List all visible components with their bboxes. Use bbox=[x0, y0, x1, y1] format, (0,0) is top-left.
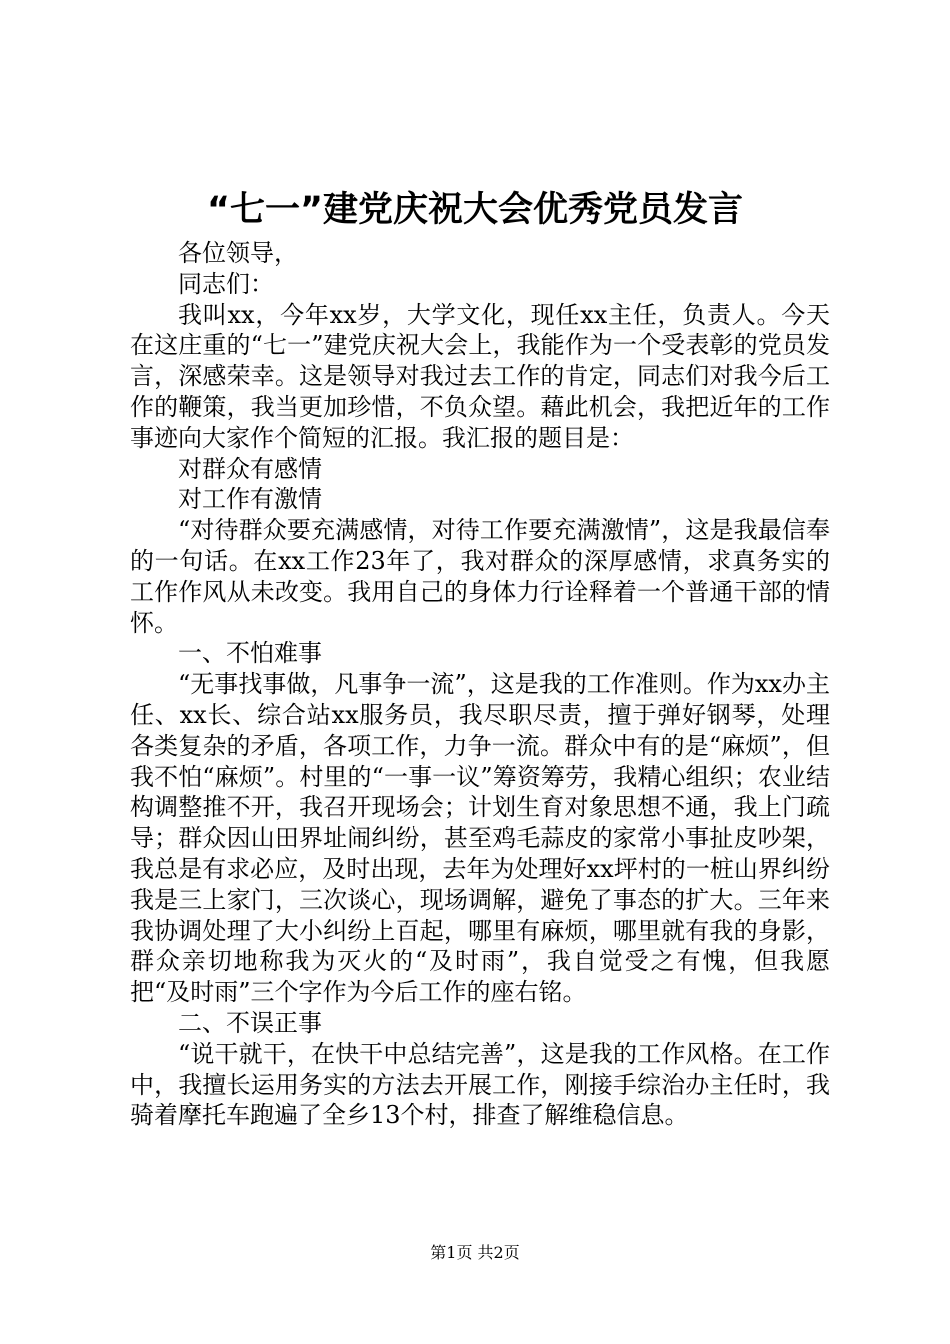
motto-paragraph: “对待群众要充满感情，对待工作要充满激情”，这是我最信奉的一句话。在xx工作23年了，我对群众的深厚感情，求真务实的工作作风从未改变。我用自己的身体力行诠释着一个普通干部的情怀。 bbox=[130, 516, 830, 637]
section-heading-1: 一、不怕难事 bbox=[178, 639, 322, 668]
topic-line-2: 对工作有激情 bbox=[178, 485, 322, 514]
topic-line-1: 对群众有感情 bbox=[178, 454, 322, 483]
salutation-leaders: 各位领导， bbox=[178, 239, 298, 267]
section-heading-2: 二、不误正事 bbox=[178, 1008, 322, 1037]
document-body bbox=[130, 238, 830, 1131]
document-title: “七一”建党庆祝大会优秀党员发言 bbox=[206, 190, 743, 230]
intro-paragraph: 我叫xx，今年xx岁，大学文化，现任xx主任，负责人。今天在这庄重的“七一”建党庆祝大会上，我能作为一个受表彰的党员发言，深感荣幸。这是领导对我过去工作的肯定，同志们对我今后工作的鞭策，我当更加珍惜，不负众望。藉此机会，我把近年的工作事迹向大家作个简短的汇报。我汇报的题目是： bbox=[130, 300, 830, 452]
section-2-paragraph: “说干就干，在快干中总结完善”，这是我的工作风格。在工作中，我擅长运用务实的方法去开展工作，刚接手综治办主任时，我骑着摩托车跑遍了全乡13个村，排查了解维稳信息。 bbox=[130, 1039, 830, 1130]
page-number-footer: 第1页 共2页 bbox=[430, 1243, 520, 1262]
salutation-comrades: 同志们： bbox=[178, 269, 274, 298]
section-1-paragraph: “无事找事做，凡事争一流”，这是我的工作准则。作为xx办主任、xx长、综合站xx服务员，我尽职尽责，擅于弹好钢琴，处理各类复杂的矛盾，各项工作，力争一流。群众中有的是“麻烦”，但我不怕“麻烦”。村里的“一事一议”筹资筹劳，我精心组织；农业结构调整推不开，我召开现场会；计划生育对象思想不通，我上门疏导；群众因山田界址闹纠纷，甚至鸡毛蒜皮的家常小事扯皮吵架，我总是有求必应，及时出现，去年为处理好xx坪村的一桩山界纠纷我是三上家门，三次谈心，现场调解，避免了事态的扩大。三年来我协调处理了大小纠纷上百起，哪里有麻烦，哪里就有我的身影，群众亲切地称我为灭火的“及时雨”，我自觉受之有愧，但我愿把“及时雨”三个字作为今后工作的座右铭。 bbox=[130, 670, 830, 1007]
